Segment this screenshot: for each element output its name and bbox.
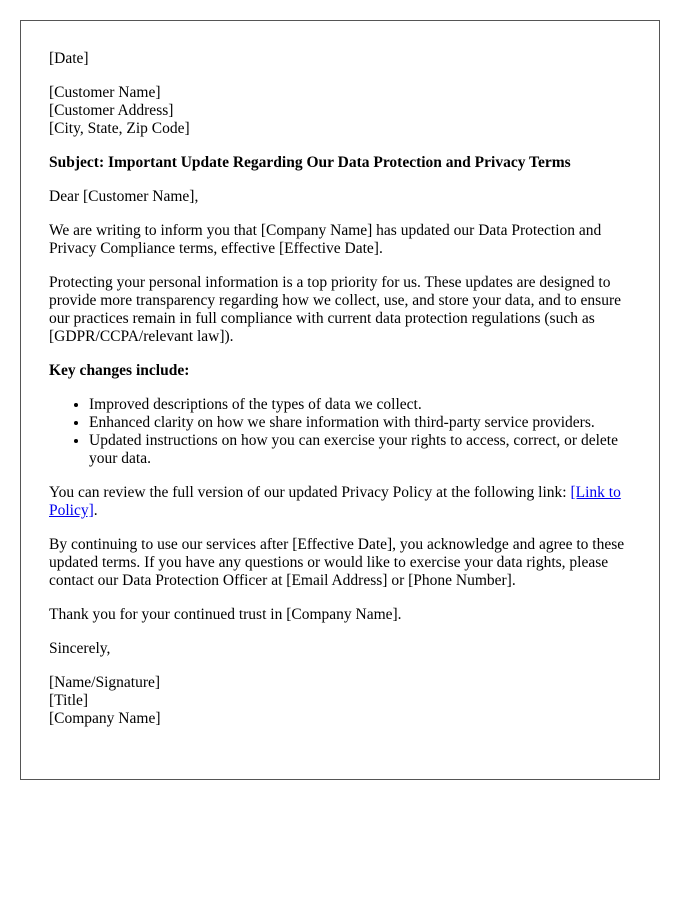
thanks-paragraph: Thank you for your continued trust in [Company Name]. <box>49 606 402 623</box>
signature-name: [Name/Signature] <box>49 674 161 691</box>
recipient-city-state-zip: [City, State, Zip Code] <box>49 120 190 137</box>
recipient-address: [Customer Address] <box>49 102 174 119</box>
letter-subject: Subject: Important Update Regarding Our Data Protection and Privacy Terms <box>49 154 571 171</box>
letter-page <box>20 20 660 780</box>
signature-block <box>49 674 631 728</box>
priority-paragraph: Protecting your personal information is a top priority for us. These updates are designed to provide more transparency regarding how we collect, use, and store your data, and to ensure our practices remain in full compliance with current data protection regulations (such as [GDPR/CCPA/relevant law]). <box>49 274 622 345</box>
continuation-paragraph: By continuing to use our services after [Effective Date], you acknowledge and agree to these updated terms. If you have any questions or would like to exercise your data rights, please contact our Data Protection Officer at [Email Address] or [Phone Number]. <box>49 536 625 589</box>
policy-text-end: . <box>93 502 98 519</box>
recipient-name: [Customer Name] <box>49 84 161 101</box>
closing: Sincerely, <box>49 640 111 657</box>
policy-link[interactable]: [Link to Policy] <box>49 484 621 519</box>
policy-paragraph <box>49 484 631 520</box>
key-changes-heading: Key changes include: <box>49 362 190 379</box>
salutation: Dear [Customer Name], <box>49 188 199 205</box>
intro-paragraph: We are writing to inform you that [Company Name] has updated our Data Protection and Privacy Compliance terms, effective [Effective Date]. <box>49 222 602 257</box>
list-item: • Improved descriptions of the types of data we collect. <box>89 396 631 414</box>
signature-company: [Company Name] <box>49 710 161 727</box>
list-item: • Updated instructions on how you can exercise your rights to access, correct, or delete your data. <box>89 432 631 468</box>
list-item: • Enhanced clarity on how we share information with third-party service providers. <box>89 414 631 432</box>
policy-text: You can review the full version of our updated Privacy Policy at the following link: <box>49 484 571 501</box>
recipient-address-block <box>49 84 631 138</box>
key-changes-list <box>49 396 631 468</box>
signature-title: [Title] <box>49 692 89 709</box>
letter-date: [Date] <box>49 50 89 67</box>
